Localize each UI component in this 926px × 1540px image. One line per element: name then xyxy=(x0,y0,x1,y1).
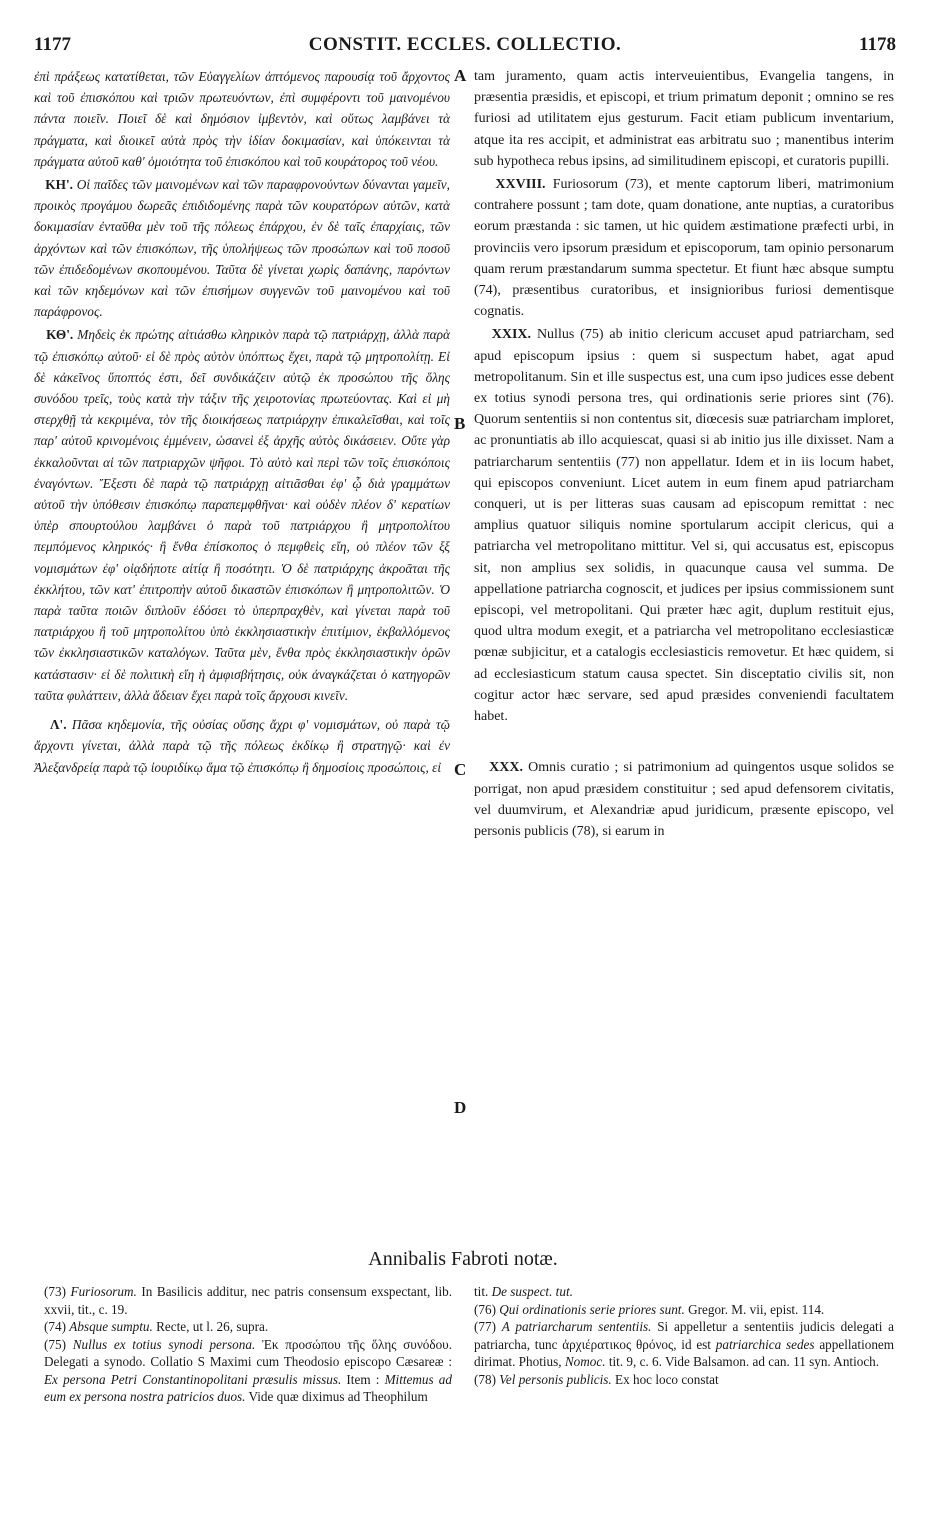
section-number: ΚΗ'. xyxy=(45,177,73,193)
footnote-78: (78) Vel personis publicis. Ex hoc loco constat xyxy=(474,1371,719,1387)
greek-section-kh xyxy=(34,174,450,322)
page-number-left: 1177 xyxy=(34,34,71,55)
section-text: Nullus (75) ab initio clericum accuset apud patriarcham, sed apud episcopum ipsius : quem si suspectum habet, agat apud metropolitanum. Sin et ille suspectus est, una cum ipso judices esse debent ex totius synodi persona tres, qui ordinationis serie priores sint (76). Quorum sententiis si non contentus sit, diœcesis suæ patriarcham imploret, ac pronuntiatis ab illo acquiescat, quasi si ab initio jus ille dixisset. Nam a patriarcharum sententiis (77) non appellatur. Idem et in iis locum habet, qui episcopos conveniunt. Licet autem in eum finem apud patriarcham conqueri, ut is per litteras suas causam ad episcopum remittat : nec amplius quatuor siliquis nomine sportularum accipit clericus, qui a patriarcha vel metropolitano mittitur. Vel si, qui accusatus est, episcopus sit, non amplius sex solidis, in quacunque causa vel summa. De appellatione patriarcha cognoscit, et judices per ipsius commissionem sunt episcopi, vel metropolitani. Qui præter hæc agit, duplum restituit ejus, quod ultra modum exegit, et a patriarcha vel metropolitano ecclesiasticæ pœnæ subjicitur, et a catalogis ecclesiasticis removetur. Et hæc quidem, si ad ecclesiasticum statum causa spectet. Sin disceptatio civilis sit, non cogitur actor hæc servare, sed apud præsides conveniendi facultatem habet. xyxy=(474,327,895,725)
section-number: ΚΘ'. xyxy=(46,327,74,343)
latin-section-xxviii xyxy=(474,174,894,322)
footnote-75: (75) Nullus ex totius synodi persona. Ἐκ προσώπου τῆς ὅλης συνόδου. Delegati a synodo. Collatio S Maximi cum Theodosio episcopo Cæsareæ : Ex persona Petri Constantinopolitani præsulis missus. Item : Mittemus ad eum ex persona nostra patricios duos. Vide quæ diximus ad Theophilum xyxy=(44,1336,453,1404)
greek-section-l xyxy=(34,714,450,778)
page-number-right: 1178 xyxy=(859,34,896,55)
greek-section-kth xyxy=(34,324,450,706)
greek-column xyxy=(34,66,450,778)
footnote-77: (77) A patriarcharum sententiis. Si appelletur a sententiis judicis delegati a patriarcha, tunc ἀρχιέρατικος θρόνος, id est patriarchica sedes appellationem dirimat. Photius, Nomoc. tit. 9, c. 6. Vide Balsamon. ad can. 11 syn. Antioch. xyxy=(474,1319,895,1369)
notes-title: Annibalis Fabroti notæ. xyxy=(368,1248,558,1270)
footnote-76: (76) Qui ordinationis serie priores sunt. Gregor. M. vii, epist. 114. xyxy=(474,1301,825,1317)
latin-column xyxy=(474,66,894,842)
greek-paragraph: ἐπὶ πράξεως κατατίθεται, τῶν Εὐαγγελίων ἀπτόμενος παρουσίᾳ τοῦ ἄρχοντος καὶ τοῦ ἐπισκόπου καὶ τριῶν πρωτευόντων, ἐπὶ συμφέροντι τοῦ μαινομένου πάντα ποιεῖν. Ποιεῖ δὲ καὶ δημόσιον ἰμβεντὸν, καὶ οὕτως λαμβάνει τὰ πράγματα, καὶ διοικεῖ αὐτὰ πρὸς τὴν ἰδίαν δοκιμασίαν, καὶ ὑπόκεινται τὰ πράγματα αὐτοῦ καθ' ὁμοιότητα τοῦ ἐπισκόπου καὶ τοῦ κουράτορος τοῦ νέου. xyxy=(34,69,450,169)
section-text: Πᾶσα κηδεμονία, τῆς οὐσίας οὔσης ἄχρι φ' νομισμάτων, οὐ παρὰ τῷ ἄρχοντι γίνεται, ἀλλὰ παρὰ τῷ τῆς πόλεως ἐκδίκῳ ἢ στρατηγῷ· καὶ ἐν Ἀλεξανδρείᾳ παρὰ τῷ ἰουριδίκῳ ἅμα τῷ ἐπισκόπῳ ἢ δημοσίοις προσώποις, εἰ xyxy=(34,717,450,775)
latin-section-xxx xyxy=(474,757,894,842)
section-text: Μηδεὶς ἐκ πρώτης αἰτιάσθω κληρικὸν παρὰ τῷ πατριάρχῃ, ἀλλὰ παρὰ τῷ ἐπισκόπῳ αὐτοῦ· εἰ δὲ πρὸς αὐτὸν ὑπόπτως ἔχει, παρὰ τῷ μητροπολίτῃ. Εἰ δὲ κἀκεῖνος ὕποπτός ἐστι, δεῖ συνδικάζειν αὐτῷ ἐκ προσώπου τῆς ὅλης συνόδου τρεῖς, τοὺς κατὰ τὴν τάξιν τῆς χειροτονίας πρωτεύοντας. Καὶ εἰ μὴ στερχθῇ τὰ κεκριμένα, τὸν τῆς διοικήσεως πατριάρχην ἐπικαλεῖσθαι, καὶ τοῖς παρ' αὐτοῦ κρινομένοις ἐμμένειν, ὡσανεὶ ἐξ ἀρχῆς αὐτὸς δικάσειεν. Οὔτε γὰρ ἐκκαλοῦνται αἱ τῶν πατριαρχῶν ψῆφοι. Τὸ αὐτὸ καὶ περὶ τῶν τοῖς ἐπισκόποις ἐναγόντων. Ἔξεστι δὲ παρὰ τῷ πατριάρχῃ αἰτιᾶσθαι ἐφ' ᾧ διὰ γραμμάτων αὐτοῦ τὴν ὑπόθεσιν ἐπισκόπῳ παραπεμφθῆναι· καὶ οὐδὲν πλέον δ' κερατίων ὑπὲρ σπουρτούλου λαμβάνει ὁ παρὰ τοῦ πατριάρχου ἢ μητροπολίτου πεμπόμενος κληρικός· ἢ ἔνθα ἐπίσκοπος ὁ πεμφθεὶς εἴη, οὐ πλέον τῶν ξξ νομισμάτων ἐφ' οἱᾳδήποτε αἰτίᾳ ἢ ποσότητι. Ὁ δὲ πατριάρχης ἀκροᾶται τῆς ἐκκλήτου, τῶν κατ' ἐπιτροπὴν αὐτοῦ δικαστῶν ἐπισκόπων ἢ μητροπολιτῶν. Ὁ παρὰ ταῦτα ποιῶν διπλοῦν ἐδόσει τὸ ὑπερπραχθὲν, καὶ γίνεται παρὰ τοῦ πατριάρχου ἢ τοῦ μητροπολίτου ὑπὸ ἐκκλησιαστικὴν ἐπιτίμιον, ἐκβαλλόμενος τῶν ἐκκλησιαστικῶν καταλόγων. Ταῦτα μὲν, ἔνθα πρὸς ἐκκλησιαστικὴν ὁρῶν κατάστασιν· εἰ δὲ πολιτικὴ εἴη ἡ ἀμφισβήτησις, οὐκ ἀναγκάζεται ὁ κατηγορῶν ταῦτα φυλάττειν, ἀλλὰ ἄδειαν ἔχει παρὰ τοῖς ἄρχουσι κινεῖν. xyxy=(34,327,450,703)
margin-marker-b: B xyxy=(454,414,466,433)
footnote-75-continued: tit. De suspect. tut. xyxy=(474,1284,573,1299)
section-number: XXVIII. xyxy=(495,177,546,193)
footnote-74: (74) Absque sumptu. Recte, ut l. 26, supra. xyxy=(44,1319,269,1334)
section-text: Omnis curatio ; si patrimonium ad quingentos usque solidos se porrigat, non apud præsidem constituitur ; sed apud defensorem civitatis, vel duumvirum, et Alexandriæ apud juridicum, præsente episcopo, vel personis publicis (78), si earum in xyxy=(474,760,895,839)
section-number: XXX. xyxy=(489,760,524,776)
section-number: Λ'. xyxy=(50,717,67,733)
section-number: XXIX. xyxy=(491,327,532,343)
footnote-73: (73) Furiosorum. In Basilicis additur, nec patris consensum exspectant, lib. xxvii, tit., c. 19. xyxy=(44,1284,453,1317)
section-text: Furiosorum (73), et mente captorum liberi, matrimonium contrahere possunt ; tam dote, quam donatione, ante nuptias, a curatoribus eorum præstanda : sic tamen, ut hic quidem æstimatione præfecti urbi, in provinciis vero ipsorum præsidum et episcoporum, tam opinio personarum quam rerum præstandarum summa spectetur. Et fiunt hæc absque sumptu (74), præsentibus curatoribus, et insignioribus furiosi dementisque cognatis. xyxy=(474,177,895,320)
margin-marker-c: C xyxy=(454,760,467,779)
page-header xyxy=(34,34,896,62)
margin-marker-d: D xyxy=(454,1098,467,1117)
latin-section-xxix xyxy=(474,324,894,727)
latin-paragraph: tam juramento, quam actis interveuientibus, Evangelia tangens, in præsentia præsidis, et episcopi, et trium primatum deponit ; omnino se res furiosi ad utilitatem ejus gesturum. Facit etiam publicum inventarium, atque ita res accipit, et administrat eas arbitratu suo ; manentibus interim sub hypotheca rebus ipsins, ad similitudinem episcopi, et curatoris pupilli. xyxy=(474,69,894,169)
notes-right-column xyxy=(474,1283,894,1388)
running-title: CONSTIT. ECCLES. COLLECTIO. xyxy=(308,34,622,55)
notes-left-column xyxy=(44,1283,452,1406)
margin-marker-a: A xyxy=(454,66,467,85)
section-text: Οἱ παῖδες τῶν μαινομένων καὶ τῶν παραφρονούντων δύνανται γαμεῖν, προικὸς προγάμου δωρεᾶς ἐπιδιδομένης παρὰ τῶν κουρατόρων αὐτῶν, κατὰ δοκιμασίαν ἐνταῦθα μὲν τοῦ τῆς πόλεως ἐπάρχου, ἐν δὲ ταῖς ἐπαρχίαις, τῶν ἀρχόντων καὶ τῶν ἐπισκόπων, τῆς ὑπολήψεως τῶν προσώπων καὶ τοῦ ποσοῦ τῶν ἐπιδεδομένων σκοπουμένου. Ταῦτα δὲ γίνεται χωρὶς δαπάνης, παρόντων καὶ τῶν κηδεμόνων καὶ τῶν ἐπισήμων συγγενῶν τοῦ μαινομένου καὶ τοῦ παράφρονος. xyxy=(34,177,450,320)
